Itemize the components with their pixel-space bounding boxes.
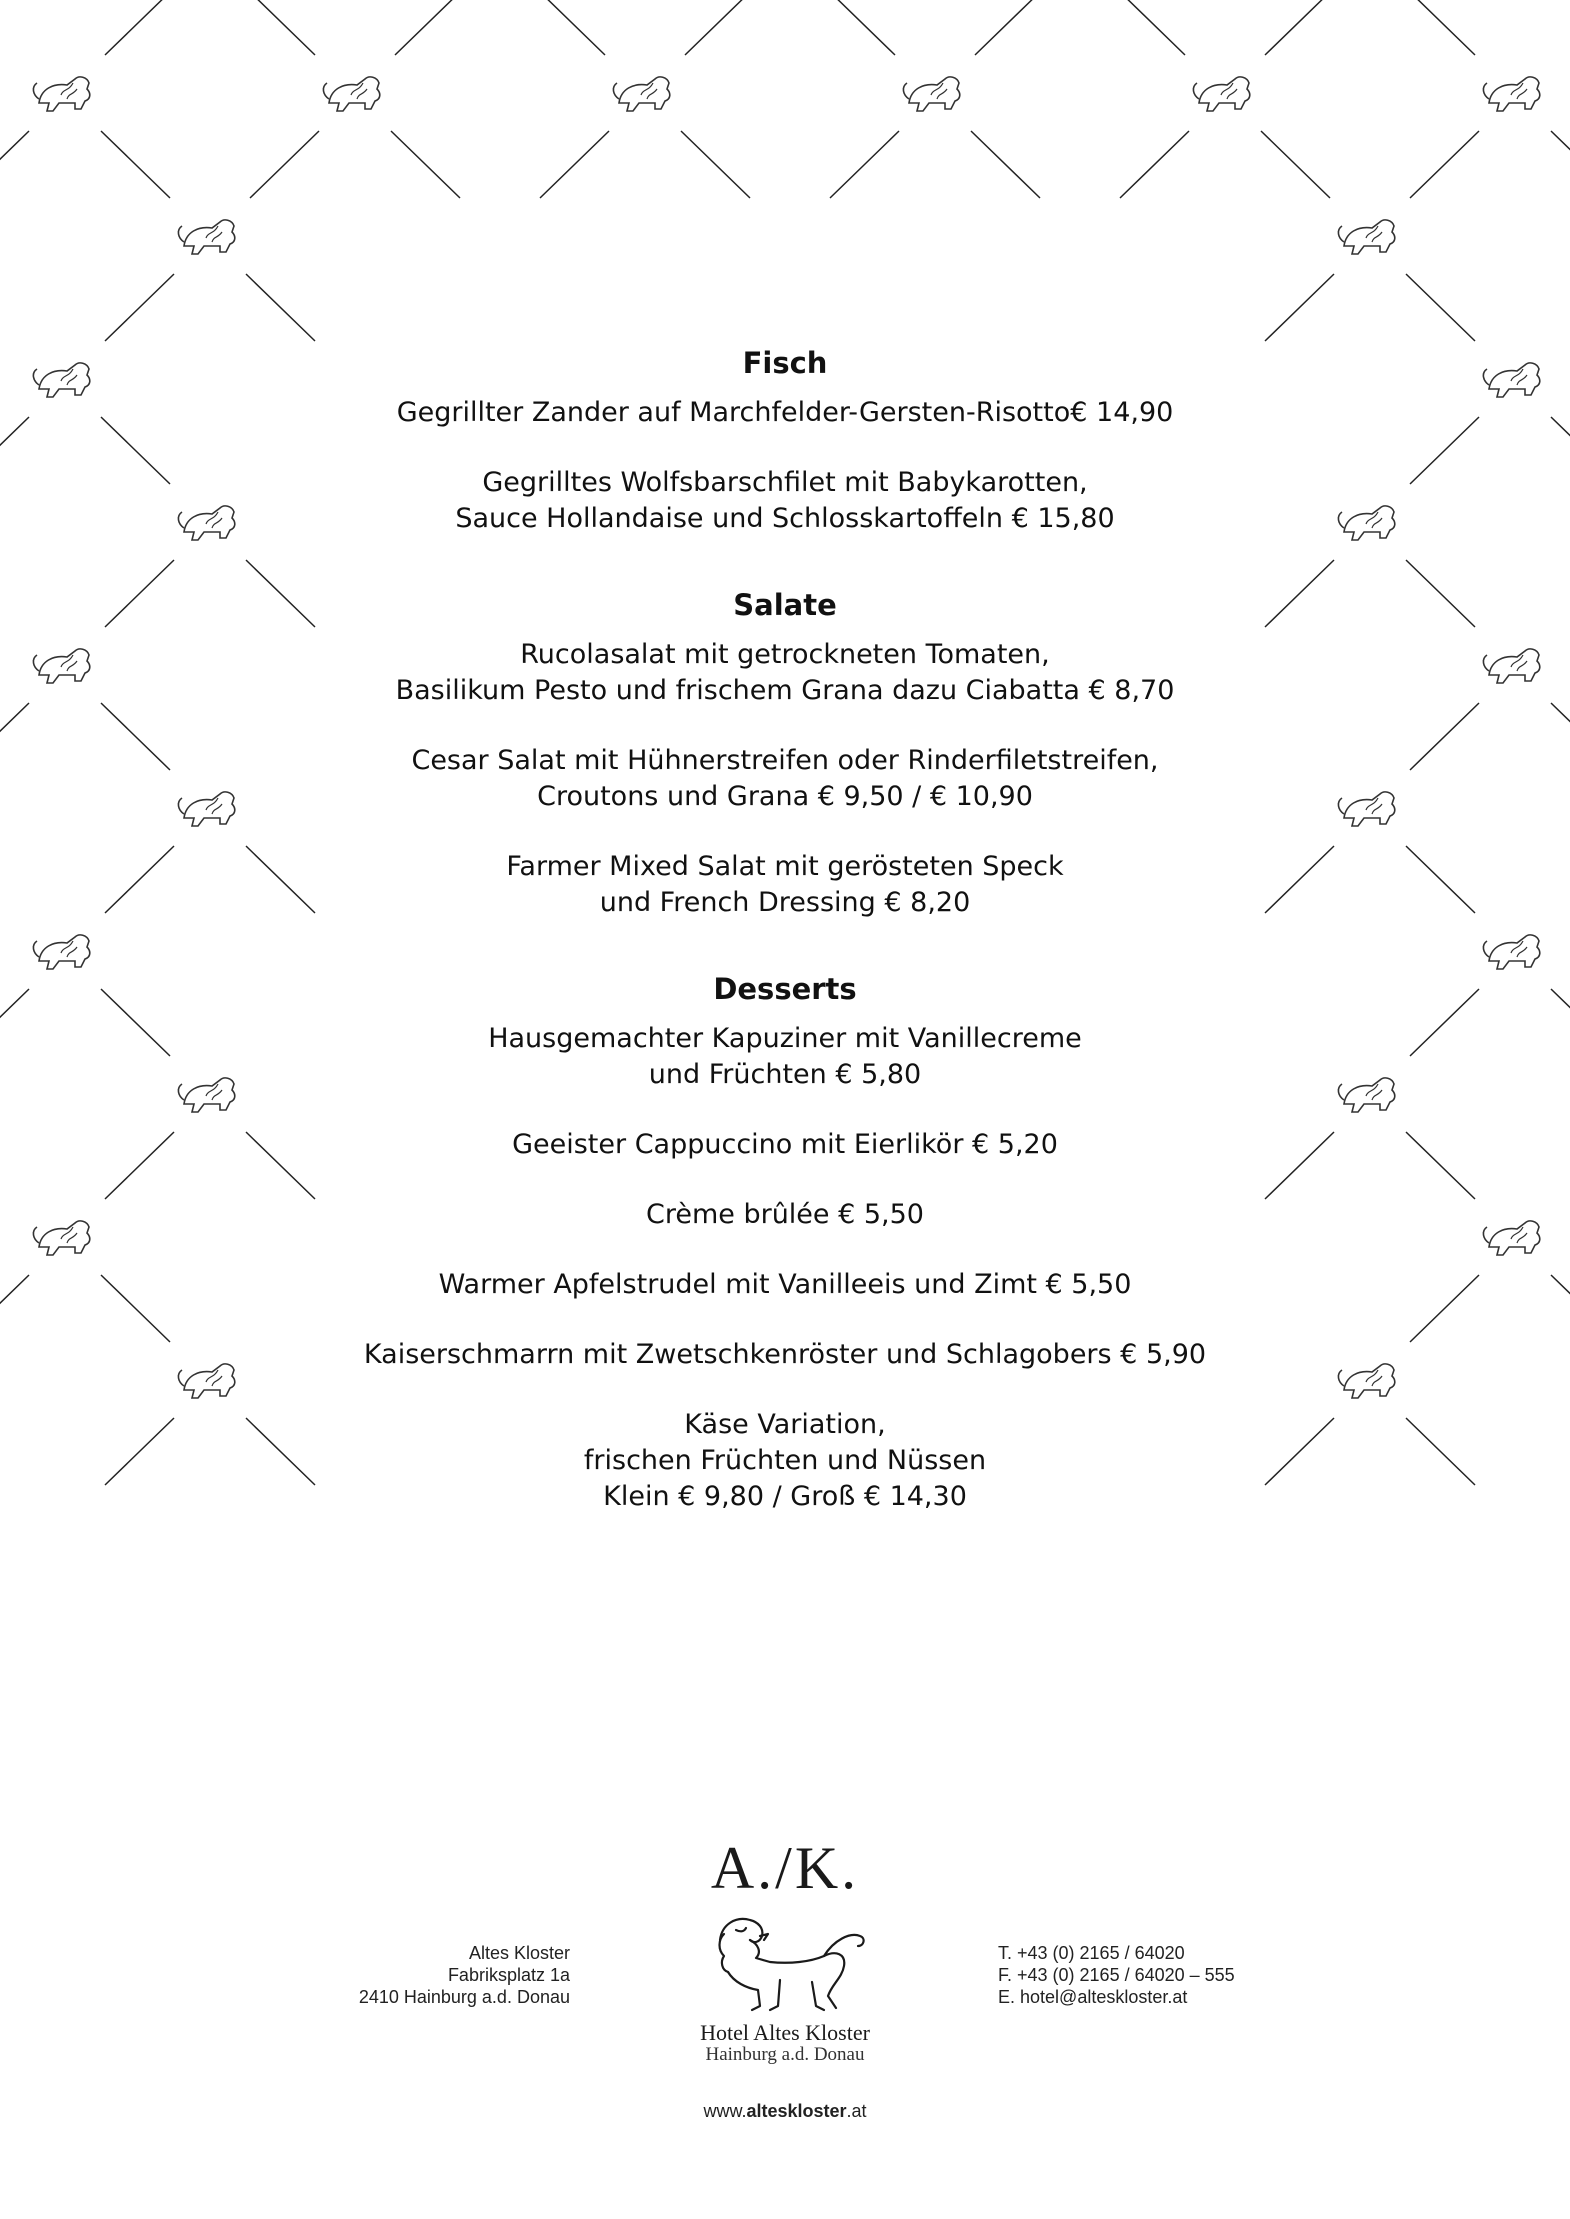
lattice-line [105,0,174,55]
lion-emblem-icon [1338,792,1394,826]
menu-item [300,465,1270,537]
lattice-line [250,131,319,198]
lion-logo-icon [700,1910,870,2020]
lion-emblem-icon [178,1078,234,1112]
lattice-line [105,560,174,627]
lattice-line [105,846,174,913]
lattice-line [1265,274,1334,341]
lion-emblem-icon [323,77,379,111]
lattice-line [830,131,899,198]
website-link[interactable] [0,2101,1570,2122]
menu-item-line: Cesar Salat mit Hühnerstreifen oder Rinderfiletstreifen, [411,745,1159,776]
lattice-line [1265,1418,1334,1485]
menu-item-line: Warmer Apfelstrudel mit Vanilleeis und Zimt € 5,50 [438,1269,1132,1300]
lattice-line [1265,0,1334,55]
lattice-line [1551,131,1570,198]
menu-item [300,637,1270,709]
menu-item-line: Sauce Hollandaise und Schlosskartoffeln € 15,80 [455,503,1115,534]
menu-section-salate [300,587,1270,921]
menu-item-line: frischen Früchten und Nüssen [583,1445,987,1476]
lion-emblem-icon [178,792,234,826]
menu-item-line: Hausgemachter Kapuziner mit Vanillecreme [488,1023,1082,1054]
address-line: Fabriksplatz 1a [447,1965,570,1985]
lattice-line [1410,417,1479,484]
lattice-line [105,1132,174,1199]
menu-item [300,849,1270,921]
menu-item [300,1197,1270,1233]
lattice-line [246,274,315,341]
section-title: Fisch [742,346,828,380]
lion-emblem-icon [1483,77,1539,111]
address-line: Altes Kloster [468,1943,570,1963]
lattice-line [1410,703,1479,770]
lion-emblem-icon [178,506,234,540]
lattice-line [971,131,1040,198]
menu-item [300,743,1270,815]
website-suffix: .at [846,2101,867,2121]
lattice-line [975,0,1044,55]
lion-emblem-icon [1338,506,1394,540]
menu-item [300,1127,1270,1163]
lattice-line [0,417,29,484]
lion-emblem-icon [903,77,959,111]
lattice-line [101,989,170,1056]
lattice-line [1406,560,1475,627]
menu-item-line: Geeister Cappuccino mit Eierlikör € 5,20 [512,1129,1058,1160]
lattice-line [1551,417,1570,484]
website-prefix: www. [703,2101,747,2121]
menu-section-fisch [300,345,1270,537]
section-title: Desserts [713,972,857,1006]
lattice-line [101,1275,170,1342]
menu-item-line: Klein € 9,80 / Groß € 14,30 [603,1481,967,1512]
lion-emblem-icon [1483,1221,1539,1255]
lattice-line [1551,1275,1570,1342]
menu-item [300,1021,1270,1093]
menu-section-desserts [300,971,1270,1515]
lattice-line [826,0,895,55]
menu-item [300,1407,1270,1515]
lattice-line [1406,1418,1475,1485]
fax-line: F. +43 (0) 2165 / 64020 – 555 [998,1965,1235,1985]
phone-line: T. +43 (0) 2165 / 64020 [998,1943,1185,1963]
lion-emblem-icon [1483,935,1539,969]
brand-logo-text: A./K. [710,1835,860,1901]
lion-emblem-icon [613,77,669,111]
lattice-line [1406,0,1475,55]
lattice-line [1410,989,1479,1056]
lattice-line [1265,846,1334,913]
lattice-line [1551,703,1570,770]
lattice-line [0,131,29,198]
lattice-line [540,131,609,198]
lattice-line [1116,0,1185,55]
lattice-line [1265,560,1334,627]
menu-item-line: Basilikum Pesto und frischem Grana dazu Ciabatta € 8,70 [395,675,1175,706]
lattice-line [105,1418,174,1485]
lattice-line [395,0,464,55]
lattice-line [101,703,170,770]
lion-emblem-icon [1338,1364,1394,1398]
lattice-line [1410,131,1479,198]
lattice-line [685,0,754,55]
lattice-line [246,0,315,55]
lattice-line [681,131,750,198]
lattice-line [1551,989,1570,1056]
lion-emblem-icon [1483,649,1539,683]
lion-emblem-icon [33,1221,89,1255]
lattice-line [101,417,170,484]
lion-emblem-icon [1193,77,1249,111]
lion-emblem-icon [1483,363,1539,397]
menu-item-line: Croutons und Grana € 9,50 / € 10,90 [537,781,1033,812]
menu-content [300,345,1270,1565]
lion-emblem-icon [33,363,89,397]
section-title: Salate [733,588,837,622]
address-block [359,1942,570,2008]
lion-emblem-icon [33,77,89,111]
lattice-line [536,0,605,55]
contact-block [998,1942,1235,2008]
menu-item [300,1337,1270,1373]
menu-item-line: und French Dressing € 8,20 [599,887,971,918]
lion-emblem-icon [1338,220,1394,254]
lattice-line [1406,274,1475,341]
lattice-line [0,989,29,1056]
menu-item-line: Farmer Mixed Salat mit gerösteten Speck [506,851,1064,882]
lattice-line [101,131,170,198]
lattice-line [0,703,29,770]
menu-item [300,395,1270,431]
lattice-line [1406,1132,1475,1199]
hotel-city: Hainburg a.d. Donau [705,2044,865,2065]
website-domain: alteskloster [746,2101,847,2121]
email-line[interactable]: E. hotel@alteskloster.at [998,1987,1188,2007]
menu-item-line: Rucolasalat mit getrockneten Tomaten, [520,639,1050,670]
lattice-line [1261,131,1330,198]
menu-item-line: Kaiserschmarrn mit Zwetschkenröster und Schlagobers € 5,90 [363,1339,1207,1370]
lattice-line [105,274,174,341]
lion-emblem-icon [178,1364,234,1398]
lion-emblem-icon [33,935,89,969]
lattice-line [391,131,460,198]
menu-item-line: Käse Variation, [684,1409,886,1440]
address-line: 2410 Hainburg a.d. Donau [358,1987,570,2007]
lattice-line [1406,846,1475,913]
lion-emblem-icon [1338,1078,1394,1112]
menu-item-line: und Früchten € 5,80 [648,1059,922,1090]
menu-item-line: Gegrillter Zander auf Marchfelder-Gersten-Risotto€ 14,90 [396,397,1174,428]
menu-item-line: Gegrilltes Wolfsbarschfilet mit Babykarotten, [482,467,1088,498]
lattice-line [1265,1132,1334,1199]
lattice-line [1120,131,1189,198]
hotel-name: Hotel Altes Kloster [700,2020,870,2045]
menu-item [300,1267,1270,1303]
lion-emblem-icon [33,649,89,683]
lion-emblem-icon [178,220,234,254]
lattice-line [1410,1275,1479,1342]
menu-item-line: Crème brûlée € 5,50 [645,1199,924,1230]
lattice-line [0,1275,29,1342]
footer [0,1820,1570,2120]
